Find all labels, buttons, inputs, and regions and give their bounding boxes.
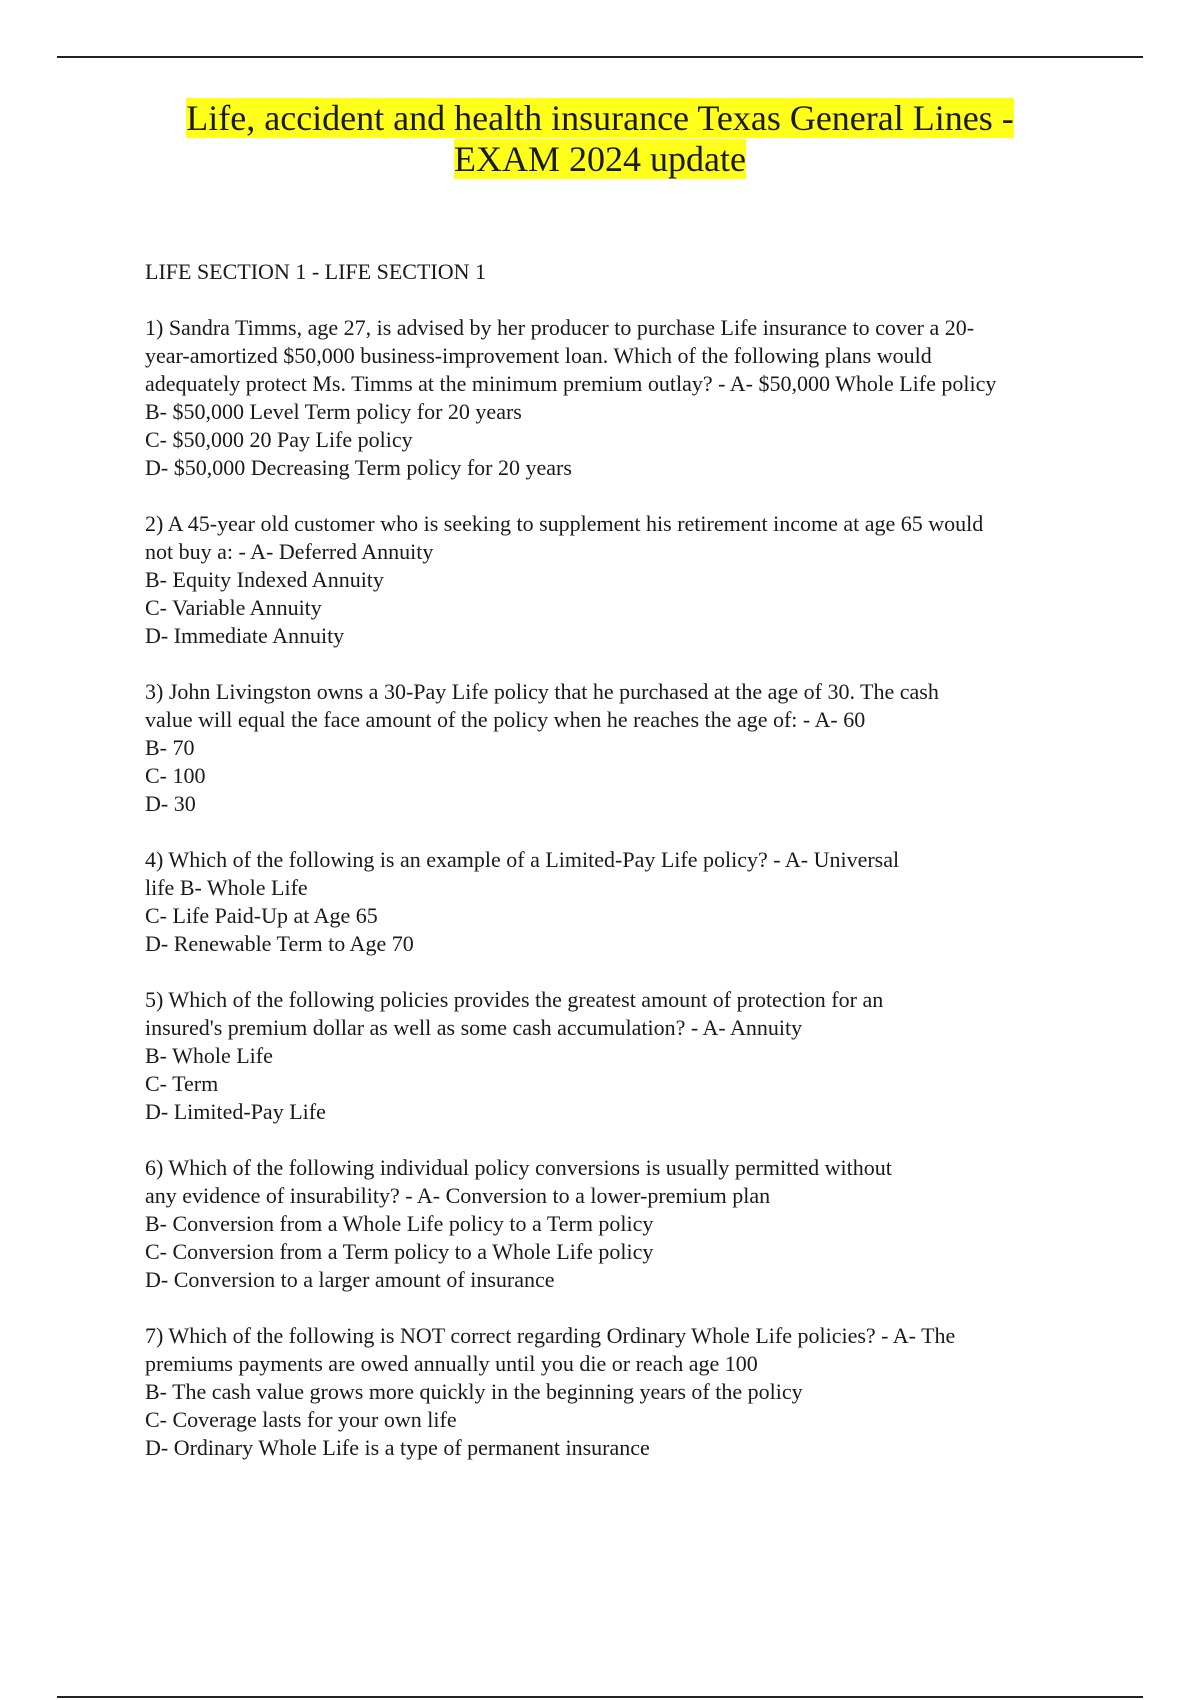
question-line: C- $50,000 20 Pay Life policy <box>145 427 413 452</box>
question-line: C- Variable Annuity <box>145 595 322 620</box>
question-line: C- Conversion from a Term policy to a Whole Life policy <box>145 1239 654 1264</box>
question-line: D- Renewable Term to Age 70 <box>145 931 414 956</box>
question-line: any evidence of insurability? - A- Conversion to a lower-premium plan <box>145 1183 771 1208</box>
question-text-line: 7) Which of the following is NOT correct regarding Ordinary Whole Life policies? - A- The <box>145 1323 956 1348</box>
question-line: D- Immediate Annuity <box>145 623 345 648</box>
question-text-line: 1) Sandra Timms, age 27, is advised by her producer to purchase Life insurance to cover a 20- <box>145 315 975 340</box>
question-line: D- Conversion to a larger amount of insurance <box>145 1267 555 1292</box>
question-2 <box>145 510 1100 650</box>
question-line: C- Coverage lasts for your own life <box>145 1407 457 1432</box>
section-heading: LIFE SECTION 1 - LIFE SECTION 1 <box>145 259 486 284</box>
question-3 <box>145 678 1100 818</box>
question-line: C- Term <box>145 1071 219 1096</box>
question-line: D- Limited-Pay Life <box>145 1099 326 1124</box>
question-line: D- Ordinary Whole Life is a type of permanent insurance <box>145 1435 650 1460</box>
question-line: B- The cash value grows more quickly in the beginning years of the policy <box>145 1379 803 1404</box>
question-text-line: 5) Which of the following policies provides the greatest amount of protection for an <box>145 987 884 1012</box>
bottom-rule <box>57 1696 1143 1698</box>
question-line: B- Equity Indexed Annuity <box>145 567 384 592</box>
top-rule <box>57 56 1143 58</box>
question-text-line: 2) A 45-year old customer who is seeking to supplement his retirement income at age 65 would <box>145 511 984 536</box>
question-line: C- 100 <box>145 763 206 788</box>
title-line-2: EXAM 2024 update <box>454 139 746 179</box>
title-line-1: Life, accident and health insurance Texas General Lines - <box>186 98 1014 138</box>
question-list <box>145 314 1100 1462</box>
question-line: not buy a: - A- Deferred Annuity <box>145 539 434 564</box>
question-line: B- $50,000 Level Term policy for 20 years <box>145 399 522 424</box>
question-5 <box>145 986 1100 1126</box>
question-text-line: 4) Which of the following is an example of a Limited-Pay Life policy? - A- Universal <box>145 847 900 872</box>
question-line: year-amortized $50,000 business-improvement loan. Which of the following plans would <box>145 343 932 368</box>
document-title <box>0 98 1200 180</box>
question-4 <box>145 846 1100 958</box>
question-7 <box>145 1322 1100 1462</box>
question-line: B- Conversion from a Whole Life policy to a Term policy <box>145 1211 654 1236</box>
question-line: premiums payments are owed annually until you die or reach age 100 <box>145 1351 758 1376</box>
question-line: D- 30 <box>145 791 196 816</box>
question-line: adequately protect Ms. Timms at the minimum premium outlay? - A- $50,000 Whole Life policy <box>145 371 997 396</box>
question-line: C- Life Paid-Up at Age 65 <box>145 903 378 928</box>
question-line: B- 70 <box>145 735 195 760</box>
question-6 <box>145 1154 1100 1294</box>
question-text-line: 3) John Livingston owns a 30-Pay Life policy that he purchased at the age of 30. The cash <box>145 679 939 704</box>
question-text-line: 6) Which of the following individual policy conversions is usually permitted without <box>145 1155 892 1180</box>
question-line: B- Whole Life <box>145 1043 273 1068</box>
question-line: life B- Whole Life <box>145 875 308 900</box>
document-body <box>145 258 1100 1490</box>
question-1 <box>145 314 1100 482</box>
question-line: value will equal the face amount of the policy when he reaches the age of: - A- 60 <box>145 707 866 732</box>
question-line: insured's premium dollar as well as some cash accumulation? - A- Annuity <box>145 1015 803 1040</box>
question-line: D- $50,000 Decreasing Term policy for 20 years <box>145 455 572 480</box>
